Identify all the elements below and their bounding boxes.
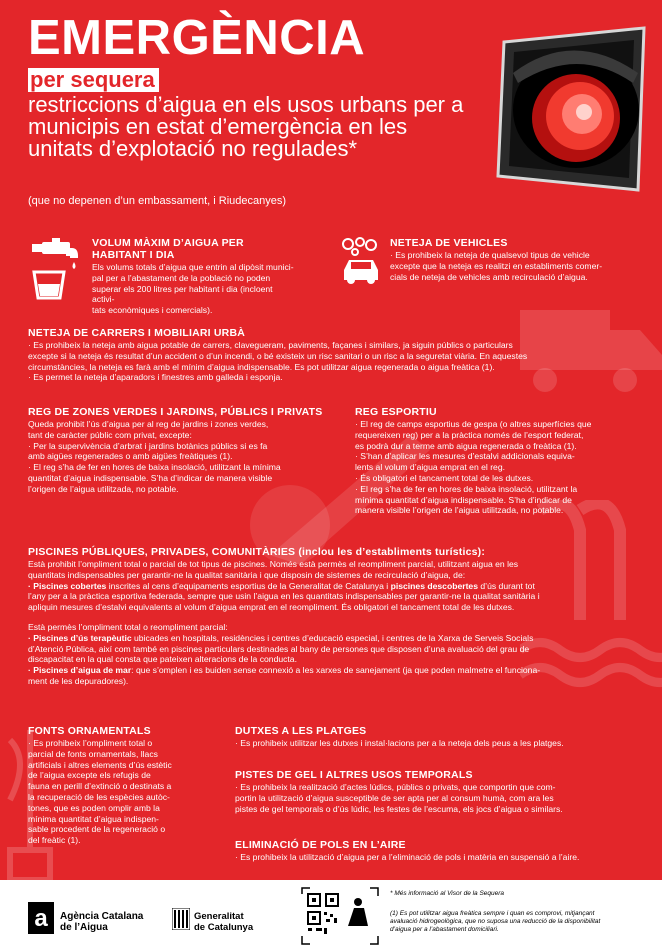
tap-glass-icon <box>30 238 82 300</box>
footnote-info: * Més informació al Visor de la Sequera <box>390 890 505 897</box>
svg-text:a: a <box>34 905 48 932</box>
headline-note: (que no depenen d’un embassament, i Riudecanyes) <box>28 195 287 207</box>
headline: restriccions d’aigua en els usos urbans per a municipis en estat d’emergència en les unitats d’explotació no regulades* <box>28 92 464 161</box>
qr-code-icon[interactable] <box>300 886 380 946</box>
section-reg-esportiu: REG ESPORTIU · El reg de camps esportius de gespa (o altres superfícies que requereixen reg) per a la pràctica només de l’esport federat, es podrà dur a terme amb aigua regenerada o freàtica (1). · S’han d’aplicar les mesures d’estalvi addicionals equiva- lents al volum d’aigua emprat en el reg. · És obligatori el tancament total de les dutxes. · El reg s’ha de fer en hores de baixa insolació, utilitzant la mínima quantitat d’aigua indispensable. S’ha d’indicar de manera visible l’origen de l’aigua utilitzada, no potable. <box>355 406 592 516</box>
section-pistes-gel: PISTES DE GEL I ALTRES USOS TEMPORALS · Es prohibeix la realització d’actes lúdics, públics o privats, que comportin que com- portin la utilització d’aigua susceptible de ser apta per al consum humà, com ara les pistes de gel temporals o d’ús lúdic, les festes de l’escuma, els jocs d’aigua o similars. <box>235 769 563 814</box>
section-zones-verdes: REG DE ZONES VERDES I JARDINS, PÚBLICS I PRIVATS Queda prohibit l’ús d’aigua per al reg de jardins i zones verdes, tant de caràcter públic com privat, excepte: · Per la supervivència d’arbrat i jardins botànics públics si es fa amb aigües regenerades o amb aigües freàtiques (1). · El reg s’ha de fer en hores de baixa insolació, utilitzant la mínima quantitat d’aigua indispensable. S’ha d’indicar de manera visible l’origen de l’aigua utilitzada, no potable. <box>28 406 323 494</box>
footer <box>0 880 662 944</box>
section-carrers: NETEJA DE CARRERS I MOBILIARI URBÀ · Es prohibeix la neteja amb aigua potable de carrers, clavegueram, paviments, façanes i similars, ja siguin públics o particulars excepte si la neteja és resultat d’un accident o d’un incendi, o bé existeix un risc sanitari o un risc a la seguretat viària. En aquestes circumstàncies, la neteja es farà amb el mínim d’aigua indispensable. Es pot utilitzar aigua regenerada o aigua freàtica (1). · Es permet la neteja d’aparadors i finestres amb galleda i esponja. <box>28 327 528 383</box>
aca-logo-icon <box>28 902 54 934</box>
generalitat-logo-text: Generalitat de Catalunya <box>194 911 254 933</box>
section-pols: ELIMINACIÓ DE POLS EN L’AIRE · Es prohibeix la utilització d’aigua per a l’eliminació de pols i matèria en suspensió a l’aire. <box>235 839 580 862</box>
aca-logo-text: Agència Catalana de l’Aigua <box>60 911 144 933</box>
red-traffic-light-icon <box>488 18 653 193</box>
section-piscines: PISCINES PÚBLIQUES, PRIVADES, COMUNITÀRIES (inclou les d’establiments turístics): Està prohibit l’ompliment total o parcial de tot tipus de piscines. Només està permès el reompliment parcial, utilitzant aigua en les quantitats indispensables per garantir-ne la qualitat sanitària i que disposin de sistemes de recirculació d’aigua, de: · Piscines cobertes inscrites al cens d’equipaments esportius de la Generalitat de Catalunya i piscines descobertes d’ús durant tot l’any per a la pràctica esportiva federada, sempre que usin l’aigua en les quantitats indispensables per garantir-ne la qualitat sanitària i apliquin mesures d’estalvi equivalents al volum d’aigua emprat en el reompliment. És obligatori el tancament total de les dutxes. Està permès l’ompliment total o reompliment parcial: · Piscines d’ús terapèutic ubicades en hospitals, residències i centres d’educació especial, i centres de la Xarxa de Serveis Socials d’Atenció Pública, així com també en piscines particulars destinades al bany de persones que disposen d’una avaluació del grau de discapacitat en la qual consta que pateixen alteracions de la conducta. · Piscines d’aigua de mar: que s’omplen i es buiden sense connexió a les xarxes de sanejament (ja que poden malmetre el funciona- ment de les depuradores). <box>28 546 541 686</box>
section-vehicles: NETEJA DE VEHICLES · Es prohibeix la neteja de qualsevol tipus de vehicle excepte que la neteja es realitzi en establiments comer- cials de neteja de vehicles amb recirculació d’aigua. <box>390 237 603 282</box>
section-fonts-ornamentals: FONTS ORNAMENTALS · Es prohibeix l’ompliment total o parcial de fonts ornamentals, llacs artificials i altres elements d’ús estètic de l’aigua excepte els refugis de fauna en perill d’extinció o destinats a la recuperació de les espècies autòc- tones, que es poden omplir amb la mínima quantitat d’aigua indispen- sable procedent de la regeneració o del freàtic (1). <box>28 725 172 846</box>
generalitat-logo-icon <box>172 908 190 930</box>
car-wash-icon <box>338 236 384 286</box>
page-subtitle: per sequera <box>28 68 159 92</box>
section-dutxes: DUTXES A LES PLATGES · Es prohibeix utilitzar les dutxes i instal·lacions per a la neteja dels peus a les platges. <box>235 725 564 748</box>
footnote-1: (1) Es pot utilitzar aigua freàtica sempre i quan es comprovi, mitjançant avaluació hidrogeològica, que no suposa una reducció de la disponibilitat d’aigua per a l’abastament domiciliari. <box>390 910 601 933</box>
page-title: EMERGÈNCIA <box>28 11 366 65</box>
section-volum: VOLUM MÀXIM D’AIGUA PER HABITANT I DIA Els volums totals d’aigua que entrin al dipòsit munici- pal per a l’abastament de la població no poden superar els 200 litres per habitant i dia (incloent activi- tats econòmiques i comercials). <box>92 237 294 316</box>
